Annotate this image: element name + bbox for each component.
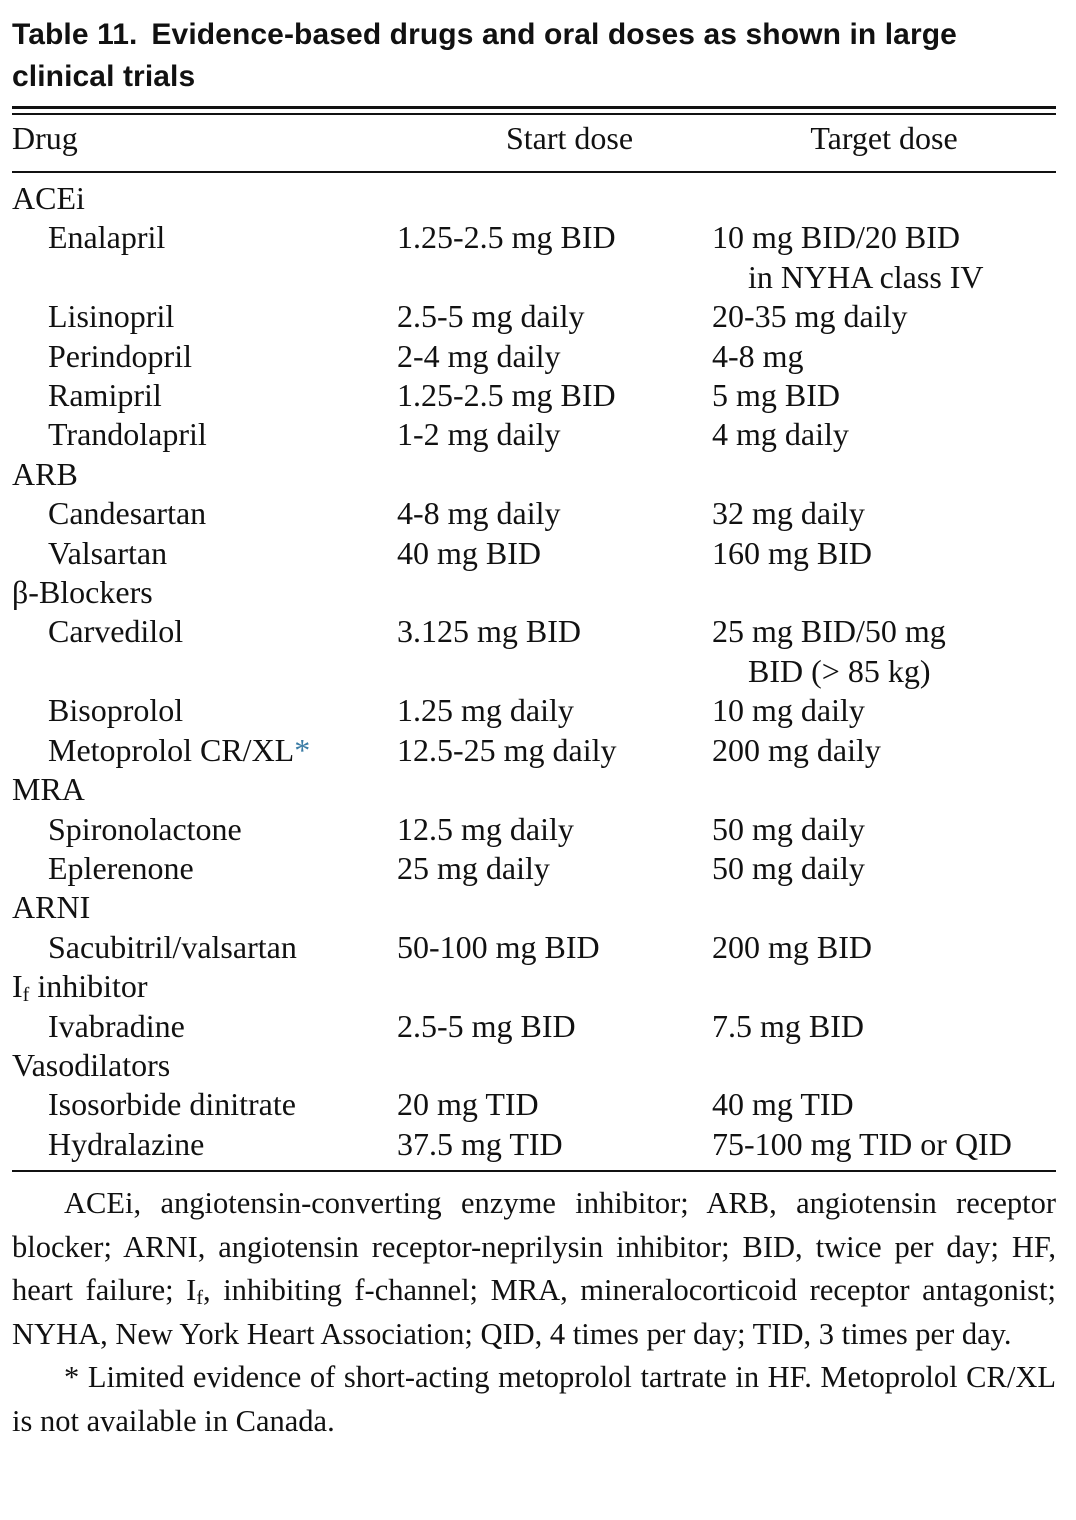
table-row xyxy=(12,849,1056,888)
footnote-marker: * xyxy=(294,731,311,768)
table-row xyxy=(12,337,1056,376)
drug-name: Perindopril xyxy=(48,337,192,374)
drug-class: $I_f$ inhibitor xyxy=(12,968,148,1007)
target-dose: 7.5 mg BID xyxy=(712,1007,864,1044)
table-row xyxy=(12,612,1056,691)
drug-class: Vasodilators xyxy=(12,1046,171,1083)
table-row xyxy=(12,928,1056,967)
start-dose: 1.25-2.5 mg BID xyxy=(397,219,616,256)
drug-name: Isosorbide dinitrate xyxy=(48,1086,296,1123)
table-row xyxy=(12,1125,1056,1164)
table-row xyxy=(12,731,1056,770)
drug-name: Enalapril xyxy=(48,219,166,256)
table-notes xyxy=(12,1182,1056,1443)
start-dose: 12.5-25 mg daily xyxy=(397,731,617,768)
table-row xyxy=(12,494,1056,533)
start-dose: 1.25 mg daily xyxy=(397,692,574,729)
table-row xyxy=(12,810,1056,849)
target-dose: 200 mg daily xyxy=(712,731,881,768)
start-dose: 20 mg TID xyxy=(397,1086,539,1123)
target-dose xyxy=(712,967,1056,1006)
table-row xyxy=(12,415,1056,454)
abbreviations-note xyxy=(12,1182,1056,1356)
table-row xyxy=(12,1085,1056,1124)
target-dose: 75-100 mg TID or QID xyxy=(712,1125,1012,1162)
table-row xyxy=(12,376,1056,415)
target-dose: 200 mg BID xyxy=(712,928,872,965)
table-row xyxy=(12,534,1056,573)
drug-name: Valsartan xyxy=(48,534,168,571)
target-dose: 20-35 mg daily xyxy=(712,298,908,335)
table-group-row xyxy=(12,967,1056,1006)
drug-name: Carvedilol xyxy=(48,613,184,650)
target-dose xyxy=(712,770,1056,809)
target-dose xyxy=(712,888,1056,927)
table-row xyxy=(12,297,1056,336)
start-dose xyxy=(397,888,712,927)
target-dose xyxy=(712,1046,1056,1085)
target-dose: 5 mg BID xyxy=(712,377,840,414)
target-dose: 50 mg daily xyxy=(712,810,865,847)
drug-class: MRA xyxy=(12,771,85,808)
start-dose: 2-4 mg daily xyxy=(397,337,561,374)
target-dose: 4-8 mg xyxy=(712,337,804,374)
footnote-text: Limited evidence of short-acting metoprolol tartrate in HF. Metoprolol CR/XL is not available in Canada. xyxy=(12,1360,1056,1438)
drug-name: Ivabradine xyxy=(48,1007,185,1044)
start-dose: 12.5 mg daily xyxy=(397,810,574,847)
start-dose: 4-8 mg daily xyxy=(397,495,561,532)
drug-name: Metoprolol CR/XL* xyxy=(48,731,311,768)
table-group-row xyxy=(12,455,1056,494)
abbrev-text-2: , inhibiting f-channel; MRA, mineralocorticoid receptor antagonist; NYHA, New York Heart Association; QID, 4 times per day; TID, 3 times per day. xyxy=(12,1273,1056,1351)
start-dose: 2.5-5 mg daily xyxy=(397,298,585,335)
start-dose xyxy=(397,1046,712,1085)
table-group-row xyxy=(12,573,1056,612)
abbrev-subscript: f xyxy=(196,1287,203,1310)
target-dose: 25 mg BID/50 mg BID (> 85 kg) xyxy=(712,613,946,689)
drug-name: Trandolapril xyxy=(48,416,207,453)
start-dose xyxy=(397,967,712,1006)
table-group-row xyxy=(12,770,1056,809)
drug-class: β-Blockers xyxy=(12,574,153,611)
start-dose xyxy=(397,770,712,809)
target-dose xyxy=(712,179,1056,218)
footnote-marker: * xyxy=(64,1360,80,1395)
table-title: Evidence-based drugs and oral doses as shown in large clinical trials xyxy=(12,18,957,93)
table-caption xyxy=(12,14,1056,98)
start-dose: 1.25-2.5 mg BID xyxy=(397,377,616,414)
start-dose: 3.125 mg BID xyxy=(397,613,581,650)
drug-class: ACEi xyxy=(12,180,85,216)
table-label: Table 11. xyxy=(12,18,138,51)
table-group-row xyxy=(12,1046,1056,1085)
target-dose xyxy=(712,455,1056,494)
top-double-rule xyxy=(12,106,1056,115)
drug-name: Spironolactone xyxy=(48,810,242,847)
drug-name: Eplerenone xyxy=(48,849,194,886)
table-body xyxy=(12,173,1056,1172)
drug-class: ARNI xyxy=(12,889,91,926)
start-dose: 50-100 mg BID xyxy=(397,928,600,965)
target-dose: 10 mg BID/20 BID in NYHA class IV xyxy=(712,219,984,295)
table-row xyxy=(12,1007,1056,1046)
abbrev-text-1: ACEi, angiotensin-converting enzyme inhibitor; ARB, angiotensin receptor blocker; ARNI, angiotensin receptor-neprilysin inhibitor; BID, twice per day; HF, heart failure; I xyxy=(12,1186,1056,1308)
start-dose: 40 mg BID xyxy=(397,534,541,571)
start-dose: 25 mg daily xyxy=(397,849,550,886)
target-dose: 4 mg daily xyxy=(712,416,849,453)
header-drug: Drug xyxy=(12,120,78,156)
table-group-row xyxy=(12,888,1056,927)
footnote xyxy=(12,1356,1056,1443)
target-dose xyxy=(712,573,1056,612)
start-dose xyxy=(397,455,712,494)
drug-name: Hydralazine xyxy=(48,1125,205,1162)
target-dose: 10 mg daily xyxy=(712,692,865,729)
drug-name: Lisinopril xyxy=(48,298,175,335)
table-group-row xyxy=(12,179,1056,218)
table-11 xyxy=(12,14,1056,1443)
start-dose: 1-2 mg daily xyxy=(397,416,561,453)
target-dose: 32 mg daily xyxy=(712,495,865,532)
table-row xyxy=(12,691,1056,730)
start-dose xyxy=(397,179,712,218)
drug-class: ARB xyxy=(12,455,78,492)
start-dose xyxy=(397,573,712,612)
start-dose: 2.5-5 mg BID xyxy=(397,1007,576,1044)
drug-name: Candesartan xyxy=(48,495,207,532)
target-dose: 160 mg BID xyxy=(712,534,872,571)
target-dose: 50 mg daily xyxy=(712,849,865,886)
target-dose: 40 mg TID xyxy=(712,1086,854,1123)
header-target-dose: Target dose xyxy=(810,120,958,156)
table-row xyxy=(12,218,1056,297)
header-start-dose: Start dose xyxy=(505,120,634,156)
table-header xyxy=(12,115,1056,173)
drug-name: Sacubitril/valsartan xyxy=(48,928,297,965)
drug-name: Ramipril xyxy=(48,377,162,414)
drug-name: Bisoprolol xyxy=(48,692,184,729)
start-dose: 37.5 mg TID xyxy=(397,1125,563,1162)
